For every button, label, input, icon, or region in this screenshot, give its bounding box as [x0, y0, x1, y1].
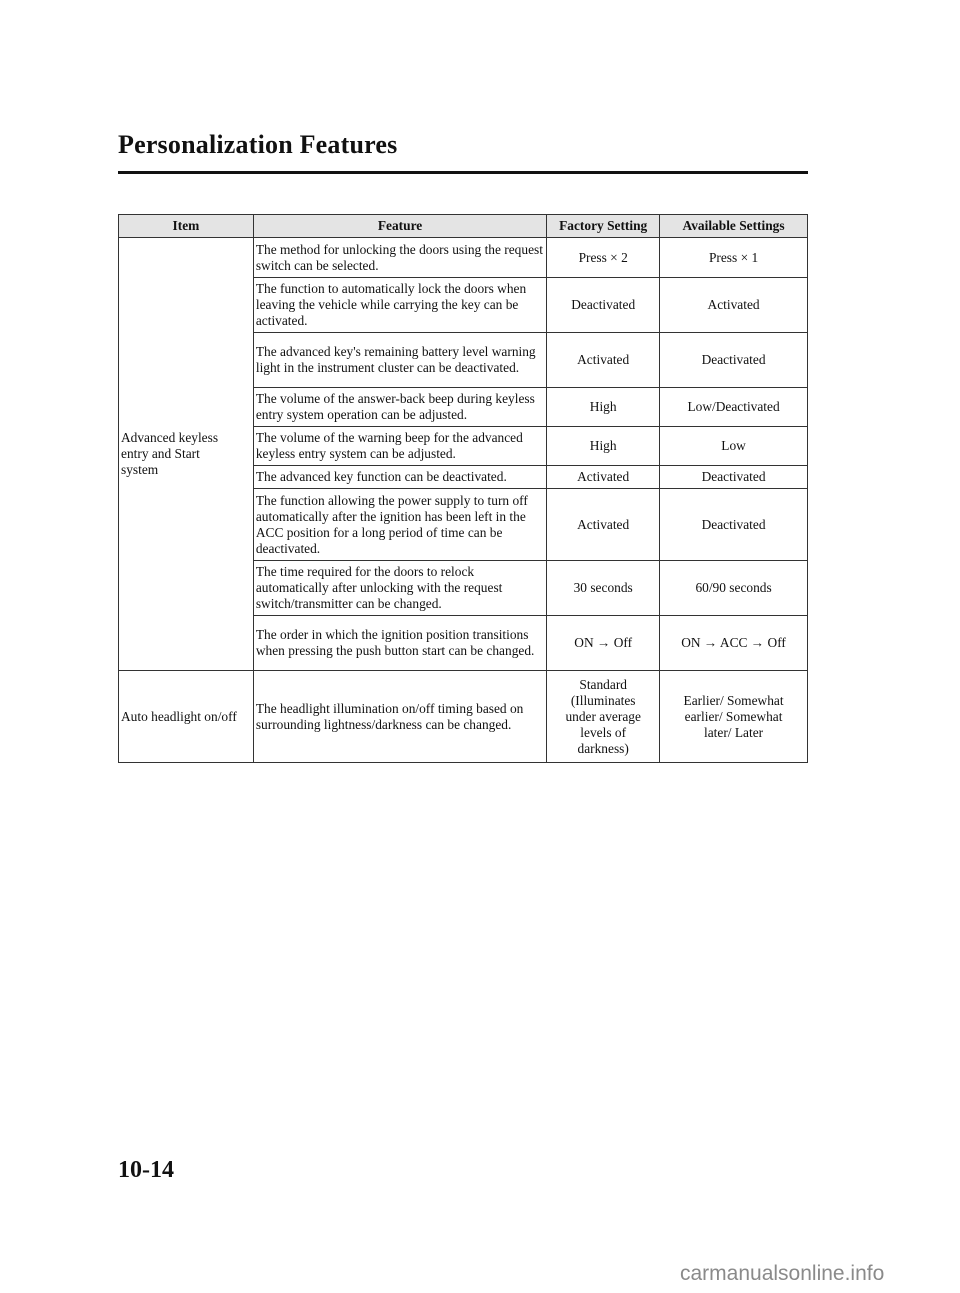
feature-cell: The volume of the warning beep for the advanced keyless entry system can be adjusted. [253, 427, 546, 466]
page-number: 10-14 [118, 1157, 174, 1183]
column-header-factory-setting: Factory Setting [547, 215, 660, 238]
table-row [119, 238, 808, 278]
factory-setting-cell: Standard (Illuminates under average levels of darkness) [547, 671, 660, 763]
title-divider [118, 171, 808, 174]
feature-cell: The function to automatically lock the doors when leaving the vehicle while carrying the key can be activated. [253, 278, 546, 333]
factory-setting-cell: 30 seconds [547, 561, 660, 616]
feature-cell: The function allowing the power supply to turn off automatically after the ignition has been left in the ACC position for a long period of time can be deactivated. [253, 489, 546, 561]
available-settings-cell: 60/90 seconds [660, 561, 808, 616]
personalization-table [118, 214, 808, 763]
factory-setting-cell: Press × 2 [547, 238, 660, 278]
factory-setting-cell: High [547, 427, 660, 466]
available-settings-cell: Deactivated [660, 466, 808, 489]
available-settings-cell: Earlier/ Somewhat earlier/ Somewhat later/ Later [660, 671, 808, 763]
available-settings-cell: ON → ACC → Off [660, 616, 808, 671]
item-cell: Advanced keyless entry and Start system [119, 238, 254, 671]
feature-cell: The volume of the answer-back beep during keyless entry system operation can be adjusted. [253, 388, 546, 427]
watermark: carmanualsonline.info [680, 1262, 885, 1285]
table-row [119, 671, 808, 763]
column-header-feature: Feature [253, 215, 546, 238]
available-settings-cell: Activated [660, 278, 808, 333]
feature-cell: The advanced key's remaining battery level warning light in the instrument cluster can be deactivated. [253, 333, 546, 388]
available-settings-cell: Deactivated [660, 333, 808, 388]
feature-cell: The advanced key function can be deactivated. [253, 466, 546, 489]
available-settings-cell: Deactivated [660, 489, 808, 561]
item-cell: Auto headlight on/off [119, 671, 254, 763]
available-settings-cell: Low/Deactivated [660, 388, 808, 427]
column-header-item: Item [119, 215, 254, 238]
feature-cell: The time required for the doors to relock automatically after unlocking with the request switch/transmitter can be changed. [253, 561, 546, 616]
factory-setting-cell: High [547, 388, 660, 427]
feature-cell: The headlight illumination on/off timing based on surrounding lightness/darkness can be changed. [253, 671, 546, 763]
factory-setting-cell: ON → Off [547, 616, 660, 671]
factory-setting-cell: Activated [547, 489, 660, 561]
page-title: Personalization Features [118, 130, 398, 159]
available-settings-cell: Low [660, 427, 808, 466]
factory-setting-cell: Deactivated [547, 278, 660, 333]
available-settings-cell: Press × 1 [660, 238, 808, 278]
factory-setting-cell: Activated [547, 466, 660, 489]
feature-cell: The method for unlocking the doors using the request switch can be selected. [253, 238, 546, 278]
column-header-available-settings: Available Settings [660, 215, 808, 238]
table-header-row [119, 215, 808, 238]
feature-cell: The order in which the ignition position transitions when pressing the push button start can be changed. [253, 616, 546, 671]
factory-setting-cell: Activated [547, 333, 660, 388]
